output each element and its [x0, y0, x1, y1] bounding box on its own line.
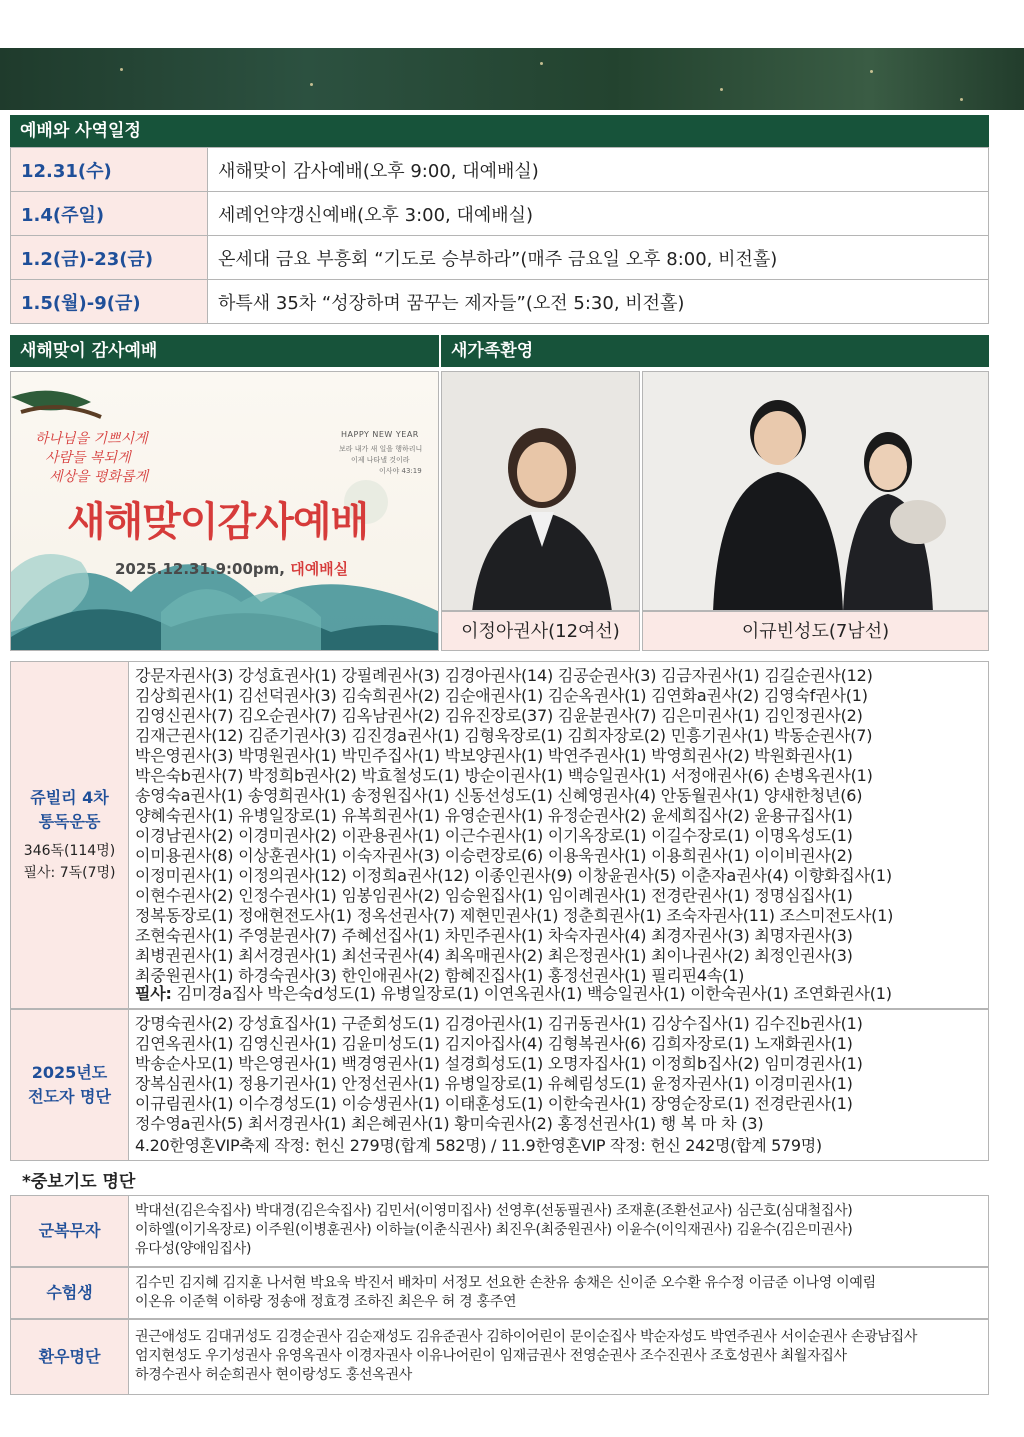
transcribe-names: 김미경a집사 박은숙d성도(1) 유병일장로(1) 이연옥권사(1) 백승일권사(1) 이한숙권사(1) 조연화권사(1) — [176, 984, 892, 1003]
prayer-label-cell — [11, 1268, 129, 1318]
motto-line: 사람들 복되게 — [45, 450, 131, 466]
schedule-row — [11, 236, 989, 280]
jubilee-stat: 필사: 7독(7명) — [23, 865, 116, 881]
prayer-label-cell — [11, 1196, 129, 1266]
prayer-label: 수험생 — [46, 1283, 93, 1302]
worship-poster — [10, 371, 439, 651]
schedule-date: 12.31(수) — [11, 148, 208, 192]
jubilee-label-cell — [11, 662, 129, 1008]
schedule-header: 예배와 사역일정 — [10, 115, 989, 147]
verse-line: 이제 나타낼 것이라 — [351, 456, 410, 464]
jubilee-stat: 346독(114명) — [23, 843, 116, 859]
verse-line: 이사야 43:19 — [379, 467, 422, 475]
person-photo-icon — [442, 372, 640, 611]
evangelists-names: 강명숙권사(2) 강성효집사(1) 구준회성도(1) 김경아권사(1) 김귀동권사(1) 김상수집사(1) 김수진b권사(1) 김연옥권사(1) 김영신권사(1) 김윤미성도(1) 김지아집사(4) 김형복권사(6) 김희자장로(1) 노재화권사(1) 박송순사모(1) 박은영권사(1) 백경영권사(1) 설경희성도(1) 오명자집사(1) 이정희b집사(2) 임미경권사(1) 장복심권사(1) 정용기권사(1) 안정선권사(1) 유병일장로(1) 유혜림성도(1) 윤정자권사(1) 이경미권사(1) 이규림권사(1) 이수경성도(1) 이승생권사(1) 이태훈성도(1) 이한숙권사(1) 장영순장로(1) 전경란권사(1) 정수영a권사(5) 최서경권사(1) 최은혜권사(1) 황미숙권사(2) 홍정선권사(1) 행 복 마 차 (3) — [135, 1014, 863, 1133]
jubilee-label: 통독운동 — [38, 812, 101, 831]
prayer-label-cell — [11, 1320, 129, 1394]
verse-line: 보라 내가 새 일을 행하리니 — [339, 445, 423, 453]
schedule-event: 온세대 금요 부흥회 “기도로 승부하라”(매주 금요일 오후 8:00, 비전홀) — [208, 236, 989, 280]
schedule-date: 1.4(주일) — [11, 192, 208, 236]
top-banner — [0, 48, 1024, 110]
schedule-date: 1.5(월)-9(금) — [11, 280, 208, 324]
schedule-event: 세례언약갱신예배(오후 3:00, 대예배실) — [208, 192, 989, 236]
evangelists-label-cell — [11, 1010, 129, 1160]
newcomer-caption: 이규빈성도(7남선) — [642, 611, 989, 651]
vip-summary: 4.20한영혼VIP축제 작정: 헌신 279명(합계 582명) / 11.9한영혼VIP 작정: 헌신 242명(합계 579명) — [135, 1136, 822, 1155]
motto-line: 하나님을 기쁘시게 — [35, 431, 148, 447]
poster-datetime: 2025.12.31.9:00pm, — [115, 560, 285, 578]
schedule-table — [10, 147, 989, 324]
prayer-names: 김수민 김지혜 김지훈 나서현 박요욱 박진서 배차미 서정모 선요한 손찬유 송채은 신이준 오수환 유수정 이금준 이나영 이예림 이온유 이준혁 이하랑 정송애 정효경 조하진 최은우 허 경 홍주연 — [135, 1275, 876, 1310]
schedule-event: 새해맞이 감사예배(오후 9:00, 대예배실) — [208, 148, 989, 192]
prayer-names: 박대선(김은숙집사) 박대경(김은숙집사) 김민서(이영미집사) 선영후(선동필권사) 조재훈(조환선교사) 심근호(심대철집사) 이하엘(이기옥장로) 이주원(이병훈권사) 이하늘(이춘식권사) 최진우(최중원권사) 이윤수(이익재권사) 김윤수(김은미권사) 유다성(양애임집사) — [135, 1203, 853, 1257]
evangelists-label: 2025년도 — [31, 1063, 108, 1082]
evangelists-section — [10, 1009, 989, 1161]
prayer-label: 환우명단 — [38, 1347, 101, 1366]
poster-motto — [35, 430, 148, 487]
poster-datetime-line — [115, 558, 348, 579]
jubilee-label: 쥬빌리 4차 — [30, 788, 109, 807]
prayer-names: 권근애성도 김대귀성도 김경순권사 김순재성도 김유준권사 김하이어린이 문이순집사 박순자성도 박연주권사 서이순권사 손광남집사 엄지현성도 우기성권사 유영옥권사 이경자권사 이유나어린이 임재금권사 전영순권사 조수진권사 조호성권사 최월자집사 하경수권사 허순희권사 현이랑성도 홍선옥권사 — [135, 1329, 918, 1383]
newcomer-photo — [441, 371, 640, 611]
poster-title: 새해맞이감사예배 — [67, 499, 369, 545]
jubilee-transcribe-line — [135, 984, 892, 1004]
evangelists-label: 전도자 명단 — [28, 1087, 111, 1106]
prayer-group-military — [10, 1195, 989, 1267]
poster-greeting: HAPPY NEW YEAR — [341, 430, 419, 439]
prayer-label: 군복무자 — [38, 1221, 101, 1240]
worship-header: 새해맞이 감사예배 — [10, 335, 439, 367]
poster-place: 대예배실 — [290, 560, 349, 578]
newcomers-header: 새가족환영 — [441, 335, 989, 367]
motto-line: 세상을 평화롭게 — [49, 469, 149, 485]
jubilee-names: 강문자권사(3) 강성효권사(1) 강필례권사(3) 김경아권사(14) 김공순권사(3) 김금자권사(1) 김길순권사(12) 김상희권사(1) 김선덕권사(3) 김숙희권사(2) 김순애권사(1) 김순옥권사(1) 김연화a권사(2) 김영숙f권사(1) 김영신권사(7) 김오순권사(7) 김옥남권사(2) 김유진장로(37) 김윤분권사(7) 김은미권사(1) 김인정권사(2) 김재근권사(12) 김준기권사(3) 김진경a권사(1) 김형욱장로(1) 김희자장로(2) 민흥기권사(1) 박동순권사(7) 박은영권사(3) 박명원권사(1) 박민주집사(1) 박보양권사(1) 박연주권사(1) 박영희권사(2) 박원화권사(1) 박은숙b권사(7) 박정희b권사(2) 박효철성도(1) 방순이권사(1) 백승일권사(1) 서정애권사(6) 손병옥권사(1) 송영숙a권사(1) 송영희권사(1) 송정원집사(1) 신동선성도(1) 신혜영권사(4) 안동월권사(1) 양새한청년(6) 양혜숙권사(1) 유병일장로(1) 유복희권사(1) 유영순권사(1) 유정순권사(2) 윤세희집사(2) 윤용규집사(1) 이경남권사(2) 이경미권사(2) 이관용권사(1) 이근수권사(1) 이기옥장로(1) 이길수장로(1) 이명옥성도(1) 이미용권사(8) 이상훈권사(1) 이숙자권사(3) 이승련장로(6) 이용욱권사(1) 이용희권사(1) 이이비권사(2) 이정미권사(1) 이정의권사(12) 이정희a권사(12) 이종인권사(9) 이창윤권사(5) 이춘자a권사(4) 이향화집사(1) 이현수권사(2) 인정수권사(1) 임봉임권사(2) 임승원집사(1) 임이례권사(1) 전경란권사(1) 정명심집사(1) 정복동장로(1) 정애현전도사(1) 정옥선권사(7) 제현민권사(1) 정춘희권사(1) 조숙자권사(11) 조스미전도사(1) 조현숙권사(1) 주영분권사(7) 주혜선집사(1) 차민주권사(1) 차숙자권사(4) 최경자권사(3) 최명자권사(3) 최병권권사(1) 최서경권사(1) 최선국권사(4) 최옥매권사(2) 최은정권사(1) 최이나권사(2) 최정인권사(3) 최중원권사(1) 하경숙권사(3) 한인애권사(2) 함혜진집사(1) 홍정선권사(1) 필리핀4속(1) — [135, 666, 894, 985]
schedule-date: 1.2(금)-23(금) — [11, 236, 208, 280]
jubilee-section — [10, 661, 989, 1009]
newcomer-caption: 이정아권사(12여선) — [441, 611, 640, 651]
prayer-group-patients — [10, 1319, 989, 1395]
schedule-event: 하특새 35차 “성장하며 꿈꾸는 제자들”(오전 5:30, 비전홀) — [208, 280, 989, 324]
transcribe-label: 필사: — [135, 984, 172, 1003]
poster-verse — [339, 444, 422, 477]
family-photo-icon — [643, 372, 989, 611]
schedule-row — [11, 192, 989, 236]
newcomer-photo — [642, 371, 989, 611]
schedule-row — [11, 148, 989, 192]
prayer-title: *중보기도 명단 — [22, 1172, 136, 1192]
prayer-group-students — [10, 1267, 989, 1319]
schedule-row — [11, 280, 989, 324]
